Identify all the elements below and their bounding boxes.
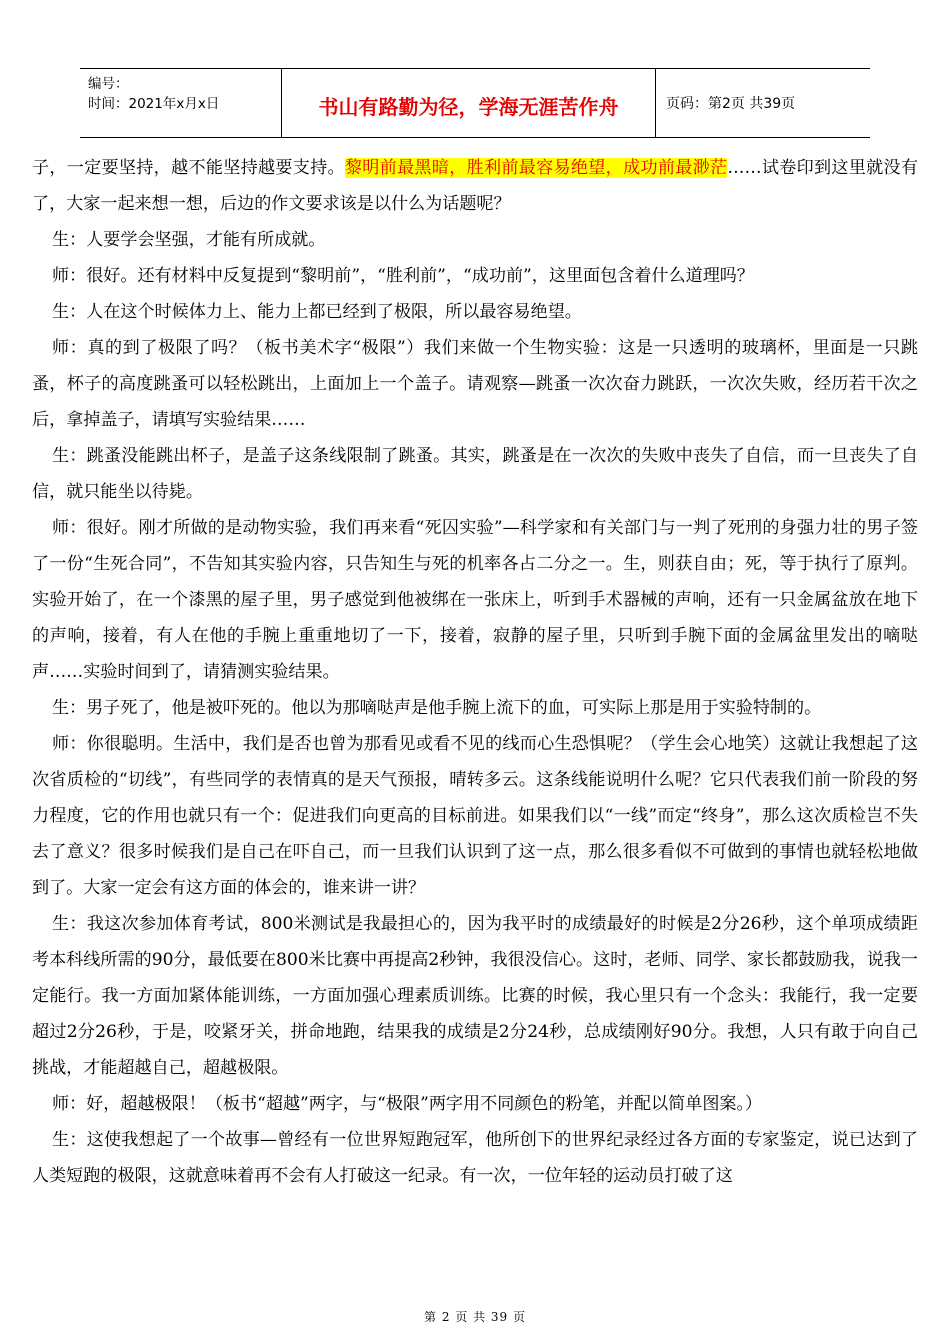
paragraph: 师：很好。还有材料中反复提到“黎明前”，“胜利前”，“成功前”，这里面包含着什么道理吗？ — [52, 266, 754, 286]
paragraph: 生：跳蚤没能跳出杯子，是盖子这条线限制了跳蚤。其实，跳蚤是在一次次的失败中丧失了自信，而一旦丧失了自信，就只能坐以待毙。 — [32, 446, 918, 502]
serial-label: 编号： — [88, 76, 129, 92]
paragraph-text: ……试卷印到这里就没有了，大家一起来想一想，后边的作文要求该是以什么为话题呢？ — [32, 158, 919, 214]
paragraph-text: 子，一定要坚持，越不能坚持越要支持。 — [32, 158, 345, 178]
document-body — [32, 150, 918, 1194]
paragraph: 生：这使我想起了一个故事—曾经有一位世界短跑冠军，他所创下的世界纪录经过各方面的专家鉴定，说已达到了人类短跑的极限，这就意味着再不会有人打破这一纪录。有一次，一位年轻的运动员打破了这 — [32, 1130, 918, 1186]
date-label: 时间：2021年x月x日 — [88, 96, 220, 112]
paragraph: 生：人要学会坚强，才能有所成就。 — [52, 230, 326, 250]
header-page-label: 页码：第2页 共39页 — [666, 96, 796, 112]
paragraph: 师：好，超越极限！（板书“超越”两字，与“极限”两字用不同颜色的粉笔，并配以简单图案。） — [52, 1094, 763, 1114]
header-motto: 书山有路勤为径，学海无涯苦作舟 — [282, 69, 656, 137]
document-header — [80, 68, 870, 138]
header-meta — [80, 69, 282, 137]
paragraph: 生：人在这个时候体力上、能力上都已经到了极限，所以最容易绝望。 — [52, 302, 582, 322]
page-footer: 第 2 页 共 39 页 — [424, 1310, 526, 1324]
highlighted-text: 黎明前最黑暗，胜利前最容易绝望，成功前最渺茫 — [344, 158, 728, 178]
paragraph: 生：男子死了，他是被吓死的。他以为那嘀哒声是他手腕上流下的血，可实际上那是用于实验特制的。 — [52, 698, 822, 718]
paragraph: 师：很好。刚才所做的是动物实验，我们再来看“死囚实验”—科学家和有关部门与一判了死刑的身强力壮的男子签了一份“生死合同”，不告知其实验内容，只告知生与死的机率各占二分之一。生，则获自由；死，等于执行了原判。实验开始了，在一个漆黑的屋子里，男子感觉到他被绑在一张床上，听到手术器械的声响，还有一只金属盆放在地下的声响，接着，有人在他的手腕上重重地切了一下，接着，寂静的屋子里，只听到手腕下面的金属盆里发出的嘀哒声……实验时间到了，请猜测实验结果。 — [32, 518, 918, 682]
paragraph: 师：你很聪明。生活中，我们是否也曾为那看见或看不见的线而心生恐惧呢？（学生会心地笑）这就让我想起了这次省质检的“切线”，有些同学的表情真的是天气预报，晴转多云。这条线能说明什么呢？它只代表我们前一阶段的努力程度，它的作用也就只有一个：促进我们向更高的目标前进。如果我们以“一线”而定“终身”，那么这次质检岂不失去了意义？很多时候我们是自己在吓自己，而一旦我们认识到了这一点，那么很多看似不可做到的事情也就轻松地做到了。大家一定会有这方面的体会的，谁来讲一讲？ — [32, 734, 918, 898]
paragraph: 师：真的到了极限了吗？（板书美术字“极限”）我们来做一个生物实验：这是一只透明的玻璃杯，里面是一只跳蚤，杯子的高度跳蚤可以轻松跳出，上面加上一个盖子。请观察—跳蚤一次次奋力跳跃，一次次失败，经历若干次之后，拿掉盖子，请填写实验结果…… — [32, 338, 918, 430]
paragraph: 生：我这次参加体育考试，800米测试是我最担心的，因为我平时的成绩最好的时候是2分26秒，这个单项成绩距考本科线所需的90分，最低要在800米比赛中再提高2秒钟，我很没信心。这时，老师、同学、家长都鼓励我，说我一定能行。我一方面加紧体能训练，一方面加强心理素质训练。比赛的时候，我心里只有一个念头：我能行，我一定要超过2分26秒，于是，咬紧牙关，拼命地跑，结果我的成绩是2分24秒，总成绩刚好90分。我想，人只有敢于向自己挑战，才能超越自己，超越极限。 — [32, 914, 918, 1078]
paragraph — [32, 150, 918, 222]
